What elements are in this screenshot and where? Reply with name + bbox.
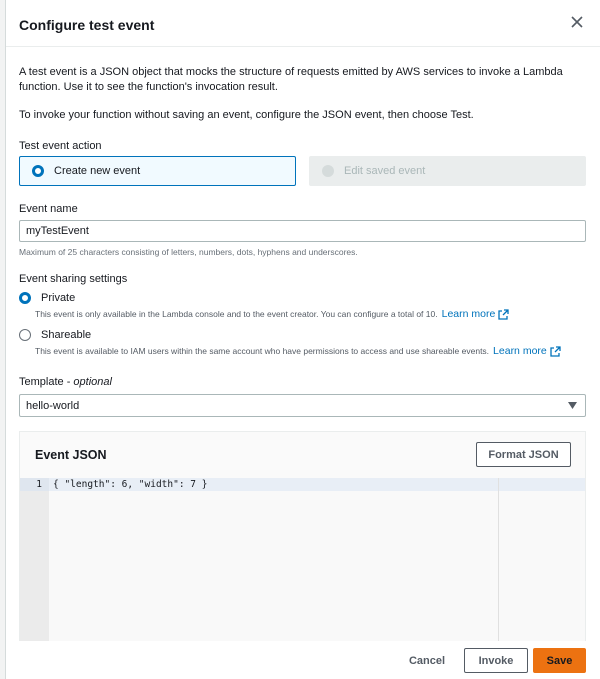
- event-name-hint: Maximum of 25 characters consisting of letters, numbers, dots, hyphens and underscores.: [19, 247, 358, 257]
- private-radio[interactable]: [19, 292, 31, 304]
- close-icon[interactable]: [570, 15, 584, 29]
- edit-saved-event-label: Edit saved event: [344, 165, 426, 177]
- event-json-title: Event JSON: [35, 448, 107, 462]
- private-description-text: This event is only available in the Lambda console and to the event creator. You can configure a total of 10.: [35, 309, 438, 319]
- template-label-separator: -: [63, 376, 74, 388]
- template-label-text: Template: [19, 376, 64, 388]
- shareable-label: Shareable: [41, 329, 92, 341]
- sharing-private-option[interactable]: [19, 292, 75, 304]
- intro-text: A test event is a JSON object that mocks the structure of requests emitted by AWS services to invoke a Lambda function. Use it to see the function's invocation result.: [19, 66, 563, 93]
- shareable-learn-more-link[interactable]: [493, 345, 561, 357]
- modal-title: Configure test event: [19, 17, 155, 33]
- create-new-event-radio[interactable]: [32, 165, 44, 177]
- print-margin: [498, 478, 499, 641]
- private-learn-more-link[interactable]: [442, 308, 510, 320]
- event-json-panel: [19, 431, 586, 641]
- code-line[interactable]: { "length": 6, "width": 7 }: [53, 479, 208, 490]
- modal-footer: [6, 641, 600, 679]
- invoke-button[interactable]: Invoke: [464, 648, 528, 673]
- template-select-value: hello-world: [26, 400, 80, 412]
- modal-header: [6, 0, 600, 47]
- event-json-header: [20, 432, 585, 478]
- event-name-input[interactable]: myTestEvent: [19, 220, 586, 242]
- line-number: 1: [36, 479, 42, 490]
- sharing-shareable-option[interactable]: [19, 329, 91, 341]
- event-name-label: Event name: [19, 203, 78, 215]
- cancel-button[interactable]: Cancel: [408, 654, 446, 667]
- private-learn-more-text[interactable]: Learn more: [441, 308, 496, 320]
- json-code-editor[interactable]: [20, 478, 585, 641]
- private-description: [35, 308, 509, 320]
- shareable-description-text: This event is available to IAM users within the same account who have permissions to access and use shareable events.: [35, 346, 490, 356]
- shareable-description: [35, 345, 561, 357]
- external-link-icon[interactable]: [550, 346, 561, 357]
- editor-gutter: [20, 478, 49, 641]
- external-link-icon[interactable]: [498, 309, 509, 320]
- caret-down-icon[interactable]: [568, 402, 577, 410]
- shareable-learn-more-text[interactable]: Learn more: [493, 345, 547, 357]
- template-select[interactable]: [19, 394, 586, 417]
- private-label: Private: [41, 292, 76, 304]
- template-label: [19, 376, 112, 388]
- shareable-radio[interactable]: [19, 329, 31, 341]
- event-sharing-label: Event sharing settings: [19, 273, 128, 285]
- template-optional-text: optional: [73, 376, 112, 388]
- format-json-button[interactable]: Format JSON: [476, 442, 571, 467]
- save-button[interactable]: Save: [533, 648, 586, 673]
- create-new-event-option[interactable]: [19, 156, 296, 186]
- edit-saved-event-option: [309, 156, 586, 186]
- edit-saved-event-radio: [322, 165, 334, 177]
- configure-test-event-modal: [5, 0, 600, 679]
- invoke-hint-text: To invoke your function without saving an event, configure the JSON event, then choose Test.: [19, 109, 474, 121]
- create-new-event-label: Create new event: [54, 165, 141, 177]
- test-event-action-label: Test event action: [19, 140, 102, 152]
